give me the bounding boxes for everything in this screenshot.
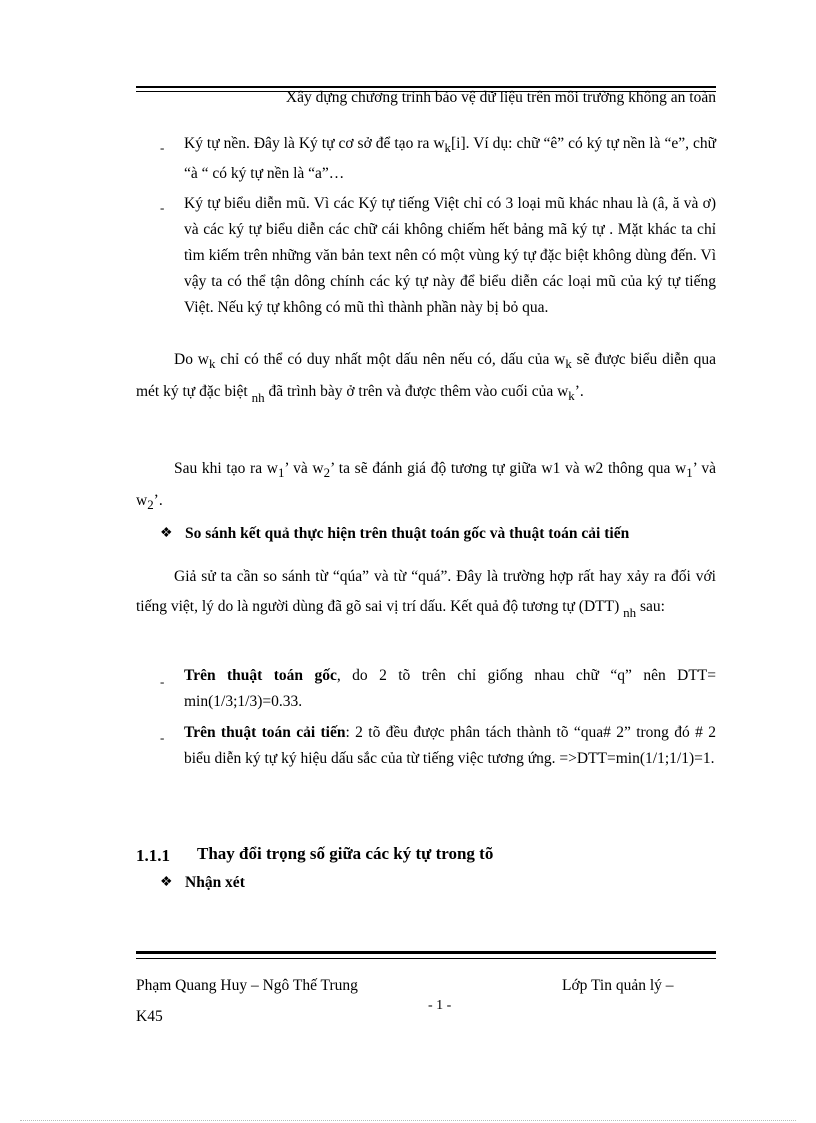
bullet-item-hat-char: Ký tự biểu diễn mũ. Vì các Ký tự tiếng Việt chỉ có 3 loại mũ khác nhau là (â, ă và ơ) và các ký tự biểu diễn các chữ cái không chiếm hết bảng mã ký tự . Mặt khác ta chỉ tìm kiếm trên những văn bản text nên có một vùng ký tự đặc biệt không dùng đến. Vì vậy ta có thể tận dông chính các ký tự này để biểu diễn các loại mũ của ký tự tiếng Việt. Nếu ký tự không có mũ thì thành phần này bị bỏ qua.	[184, 195, 716, 316]
header-title: Xây dựng chương trình bảo vệ dữ liệu trên môi trường không an toàn	[285, 89, 716, 106]
page-edge-divider	[20, 1120, 796, 1121]
bullet-marker: -	[160, 140, 165, 155]
section-number: 1.1.1	[136, 846, 170, 865]
paragraph-diacritic: Do $w_k$ chỉ có thể có duy nhất một dấu nên nếu có, dấu của $w_k$ sẽ được biểu diễn qua mét ký tự đặc biệt $_{nh}$ đã trình bày ở trên và được thêm vào cuối của $w_k$’.	[136, 351, 717, 406]
bullet-item-base-char: Ký tự nền. Đây là Ký tự cơ sở để tạo ra $w_k[i]$. Ví dụ: chữ “ê” có ký tự nền là “e”, chữ “à “ có ký tự nền là “a”…	[184, 135, 716, 183]
paragraph-example: Giả sử ta cần so sánh từ “qúa” và từ “quá”. Đây là trường hợp rất hay xảy ra đối với tiếng việt, lý do là người dùng đã gõ sai vị trí dấu. Kết quả độ tương tự (DTT) $_{nh}$ sau:	[136, 568, 716, 620]
footer-class-continuation: K45	[136, 1008, 163, 1025]
bullet-marker: -	[160, 674, 165, 689]
bullet-marker: -	[160, 200, 165, 215]
section-title: Thay đổi trọng số giữa các ký tự trong tõ	[197, 844, 494, 863]
bullet-improved-algorithm: Trên thuật toán cải tiến: 2 tõ đều được phân tách thành tõ “qua# 2” trong đó # 2 biểu diễn ký tự ký hiệu dấu sắc của từ tiếng việc tương ứng. =>DTT=min(1/1;1/1)=1.	[184, 724, 716, 767]
footer-authors: Phạm Quang Huy – Ngô Thế Trung	[136, 977, 358, 994]
heading-compare-results: So sánh kết quả thực hiện trên thuật toán gốc và thuật toán cải tiến	[185, 525, 630, 542]
paragraph-compare-w: Sau khi tạo ra $w_1$’ và $w_2$’ ta sẽ đánh giá độ tương tự giữa w1 và w2 thông qua $w_1$’ và $w_2$’.	[136, 460, 716, 513]
diamond-bullet-icon: ❖	[160, 875, 173, 890]
page-number: - 1 -	[428, 998, 452, 1013]
bullet-original-algorithm: Trên thuật toán gốc, do 2 tõ trên chỉ giống nhau chữ “q” nên DTT= min(1/3;1/3)=0.33.	[184, 667, 716, 710]
diamond-bullet-icon: ❖	[160, 526, 173, 541]
footer-rule	[136, 951, 716, 959]
footer-class: Lớp Tin quản lý –	[562, 977, 674, 994]
bullet-marker: -	[160, 730, 165, 745]
sub-heading-remarks: Nhận xét	[185, 874, 245, 891]
